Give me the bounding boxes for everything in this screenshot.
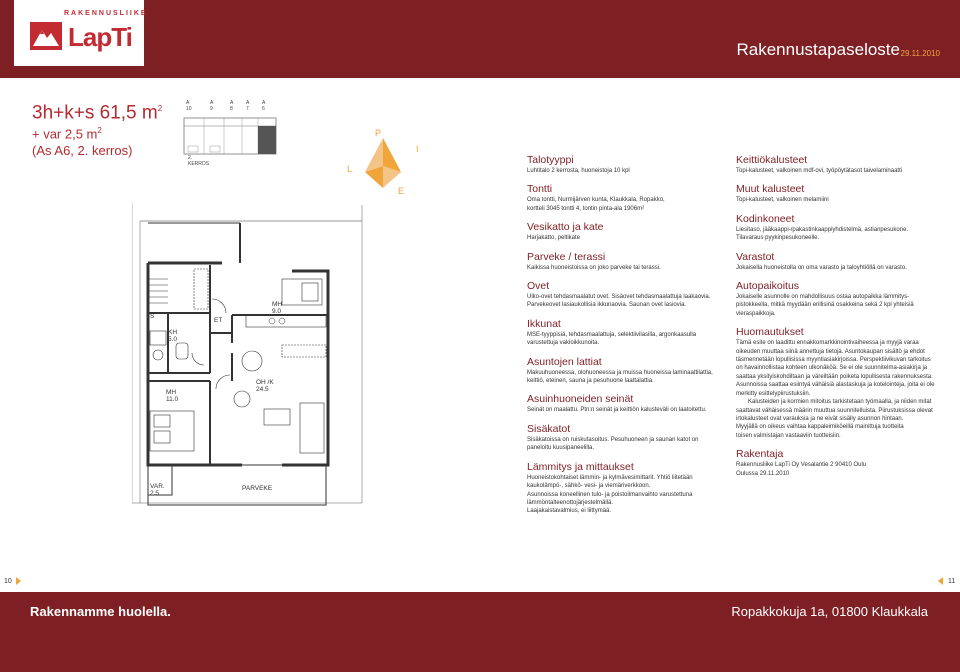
- spec-line: Asunnoissa saattaa esiintyä vähäisiä alastaskuja ja kotelointeja, joita ei ole: [736, 382, 935, 389]
- spec-line: Parvekeovet lasiaukollisia ikkunaovia. Saunan ovet lasiovia.: [527, 302, 687, 309]
- footer-slogan: Rakennamme huolella.: [30, 604, 171, 619]
- spec-line: täsmennetään lopullisissa myyntiasiakirjoissa. Perspektiivikuvan tarkoitus: [736, 357, 931, 364]
- compass-south: E: [398, 186, 405, 196]
- spec-text: [527, 196, 727, 213]
- spec-text: [736, 264, 946, 272]
- room-et: ET: [214, 317, 223, 324]
- keyplan-label: A 9: [210, 100, 214, 112]
- arrow-right-icon: [16, 577, 21, 585]
- keyplan-label: A 8: [230, 100, 234, 112]
- spec-text: [527, 264, 727, 272]
- spec-line: keittiö, eteinen, sauna ja pesuhuone laattalattia.: [527, 378, 654, 385]
- spec-line: kaukolämpö-, sähkö- vesi- ja viemäriverkkoon.: [527, 483, 651, 490]
- apartment-title: 3h+k+s 61,5 $m^2$: [32, 102, 163, 124]
- spec-line: Ulko-ovet tehdasmaalatut ovet. Sisäovet tehdasmaalattuja laakaovia.: [527, 294, 711, 301]
- keyplan-label: A 7: [246, 100, 250, 112]
- spec-line: Harjakatto, peltikate: [527, 235, 581, 242]
- apartment-title-block: [32, 98, 162, 159]
- spec-line: Tämä esite on laadittu ennakkomarkkinointivaiheessa ja myyjä varaa: [736, 340, 919, 347]
- spec-text: [736, 167, 946, 175]
- arrow-left-icon: [938, 577, 943, 585]
- spec-text: [527, 167, 727, 175]
- spec-line: Jokaiselle asunnolle on mahdollisuus ostaa autopaikka lämmitys-: [736, 294, 910, 301]
- spec-heading: Autopaikoitus: [736, 280, 800, 293]
- spec-line: Sisäkatoissa on ruiskutasoitus. Pesuhuoneen ja saunan katot on: [527, 436, 699, 443]
- spec-text: [527, 406, 727, 414]
- keyplan-floor-label: 2. KERROS: [188, 155, 210, 167]
- spec-heading: Keittiökalusteet: [736, 154, 808, 166]
- spec-heading: Ovet: [527, 280, 550, 293]
- spec-heading: Ikkunat: [527, 317, 561, 330]
- floor-plan: [132, 203, 372, 518]
- room-var: VAR. 2.5: [150, 483, 165, 497]
- spec-line: vieraspaikkoja.: [736, 310, 776, 317]
- compass-east: I: [416, 144, 419, 154]
- brand-name: LapTi: [68, 22, 132, 52]
- spec-heading: Muut kalusteet: [736, 183, 805, 196]
- compass-icon: [343, 128, 423, 198]
- room-mh1: MH 9.0: [272, 301, 283, 315]
- spec-text: [736, 226, 946, 243]
- spec-heading: Asuinhuoneiden seinät: [527, 393, 634, 406]
- spec-line: irtokalusteet ovat varauksia ja ne eivät sisälly asunnon hintaan.: [736, 415, 904, 422]
- spec-heading: Sisäkatot: [527, 422, 571, 435]
- footer-address: Ropakkokuja 1a, 01800 Klaukkala: [731, 604, 928, 619]
- doc-title: Rakennustapaseloste: [736, 40, 900, 59]
- spec-line: Oma tontti, Nurmijärven kunta, Klaukkala, Ropakko,: [527, 197, 665, 204]
- spec-line: Luhtitalo 2 kerrosta, huoneistoja 10 kpl: [527, 168, 630, 174]
- brand-tag: RAKENNUSLIIKE: [64, 10, 148, 17]
- spec-line: Kaikissa huoneistoissa on joko parveke tai terassi.: [527, 264, 661, 271]
- spec-line: merkitty esittelypiirustuksiin.: [736, 390, 811, 397]
- spec-text: [736, 461, 946, 478]
- spec-line: Liesitaso, jääkaappi-/pakastinkaappiyhdistelmä, astianpesukone.: [736, 226, 909, 233]
- spec-text: [527, 234, 727, 242]
- room-kh: KH 5.0: [168, 329, 178, 343]
- spec-line: varustettuja vakioikkunoita.: [527, 340, 600, 347]
- spec-text: [527, 331, 727, 348]
- spec-heading: Talotyyppi: [527, 154, 574, 166]
- page-number-right: 11: [948, 578, 956, 585]
- spec-line: Jokaisella huoneistolla on oma varasto ja taloyhtiöllä on varasto.: [736, 264, 907, 271]
- room-mh2: MH 11.0: [166, 389, 179, 403]
- spec-line: oikeuden muuttaa siinä annettuja tietoja. Asuntokaupan sisältö ja ehdot: [736, 348, 925, 355]
- spec-heading: Asuntojen lattiat: [527, 355, 602, 368]
- spec-text: [527, 436, 727, 453]
- page-number-left: 10: [4, 578, 12, 585]
- spec-column-left: [527, 154, 727, 516]
- spec-line: Laajakaistavalmius, ei liittymää.: [527, 508, 612, 515]
- apartment-location: (As A6, 2. kerros): [32, 142, 133, 158]
- spec-heading: Rakentaja: [736, 448, 784, 461]
- spec-text: [527, 474, 727, 516]
- spec-line: Myyjällä on oikeus vaihtaa kappaleimiköeillä mainittuja tuotteita: [736, 424, 904, 431]
- spec-heading: Tontti: [527, 183, 553, 196]
- compass-west: L: [347, 164, 353, 174]
- spec-line: toisen valmistajan vastaaviin tuotteisiin.: [736, 432, 841, 439]
- floor-plan-drawing: [132, 203, 372, 513]
- spec-line: Oulussa 29.11.2010: [736, 470, 790, 477]
- spec-line: Rakennusliike LapTi Oy Vesalantie 2 90410 Oulu: [736, 462, 867, 469]
- spec-column-right: [736, 154, 946, 478]
- spec-line: Makuuhuoneessa, olohuoneessa ja muissa huoneissa laminaattilattia,: [527, 369, 713, 376]
- spec-heading: Kodinkoneet: [736, 212, 795, 225]
- spec-text: [736, 293, 946, 318]
- doc-date: 29.11.2010: [900, 49, 940, 58]
- spec-line: saattavat vähäisessä määrin muuttua suunnitelluista. Piirustuksissa olevat: [736, 407, 933, 414]
- spec-line: Huoneistokohtaiset lämmin- ja kylmävesimittarit. Yhtiö liitetään: [527, 474, 693, 481]
- spec-heading: Parveke / terassi: [527, 250, 606, 263]
- spec-line: Seinät on maalattu. Ptn:n seinät ja keittiön kalusteväli on laatoitettu.: [527, 407, 707, 414]
- spec-line: Tilavaraus pyykinpesukoneelle.: [736, 235, 820, 242]
- spec-line: Asunnoissa koneellinen tulo- ja poistoilmanvaihto varustettuna: [527, 491, 693, 498]
- spec-line: lämmöntalteenottojärjestelmällä.: [527, 499, 614, 506]
- spec-heading: Varastot: [736, 250, 775, 263]
- spec-line: saattaa yksityiskohdiltaan ja väreiltään poiketa lopullisesta rakennuksesta.: [736, 373, 933, 380]
- spec-heading: Lämmitys ja mittaukset: [527, 460, 634, 473]
- spec-text: [527, 293, 727, 310]
- spec-line: paneloitu kuusipaneelilla.: [527, 445, 595, 452]
- room-parveke: PARVEKE: [242, 485, 273, 492]
- keyplan-label: A 10: [186, 100, 192, 112]
- spec-text: [527, 369, 727, 386]
- room-s: S: [150, 313, 155, 320]
- room-oh-k: OH /K 24.5: [256, 379, 274, 393]
- spec-line: MSE-tyyppisiä, tehdasmaalattuja, selektiivilasilla, argonkaasulla: [527, 331, 697, 338]
- spec-line: kortteli 3045 tontti 4, tontin pinta-ala 1906m²: [527, 205, 645, 212]
- spec-line: pistokkeella, mitkä myydään erillisinä osakkeina sekä 2 kpl yhteisiä: [736, 302, 914, 309]
- spec-text: [736, 196, 946, 204]
- spec-heading: Vesikatto ja kate: [527, 221, 604, 234]
- mountain-logo-icon: [30, 22, 62, 50]
- compass: [343, 128, 423, 198]
- spec-text: [736, 339, 946, 440]
- spec-line: on havainnollistaa kohteen ulkonäköä. Se ei ole suunnitelma-asiakirja ja: [736, 365, 928, 372]
- balcony-area: + var 2,5 $m^2$: [32, 126, 102, 142]
- spec-line: Topi-kalusteet, valkoinen melamiini: [736, 197, 829, 204]
- spec-heading: Huomautukset: [736, 326, 804, 339]
- keyplan-label: A 6: [262, 100, 266, 112]
- spec-line: Kalusteiden ja kormien mitoitus tarkistetaan työmaalla, ja niiden mitat: [748, 399, 932, 406]
- spec-line: Topi-kalusteet, valkoinen mdf-ovi, työpöytätasot taivelaminaatti: [736, 168, 903, 174]
- compass-north: P: [375, 128, 382, 138]
- lapti-logo: [14, 0, 148, 66]
